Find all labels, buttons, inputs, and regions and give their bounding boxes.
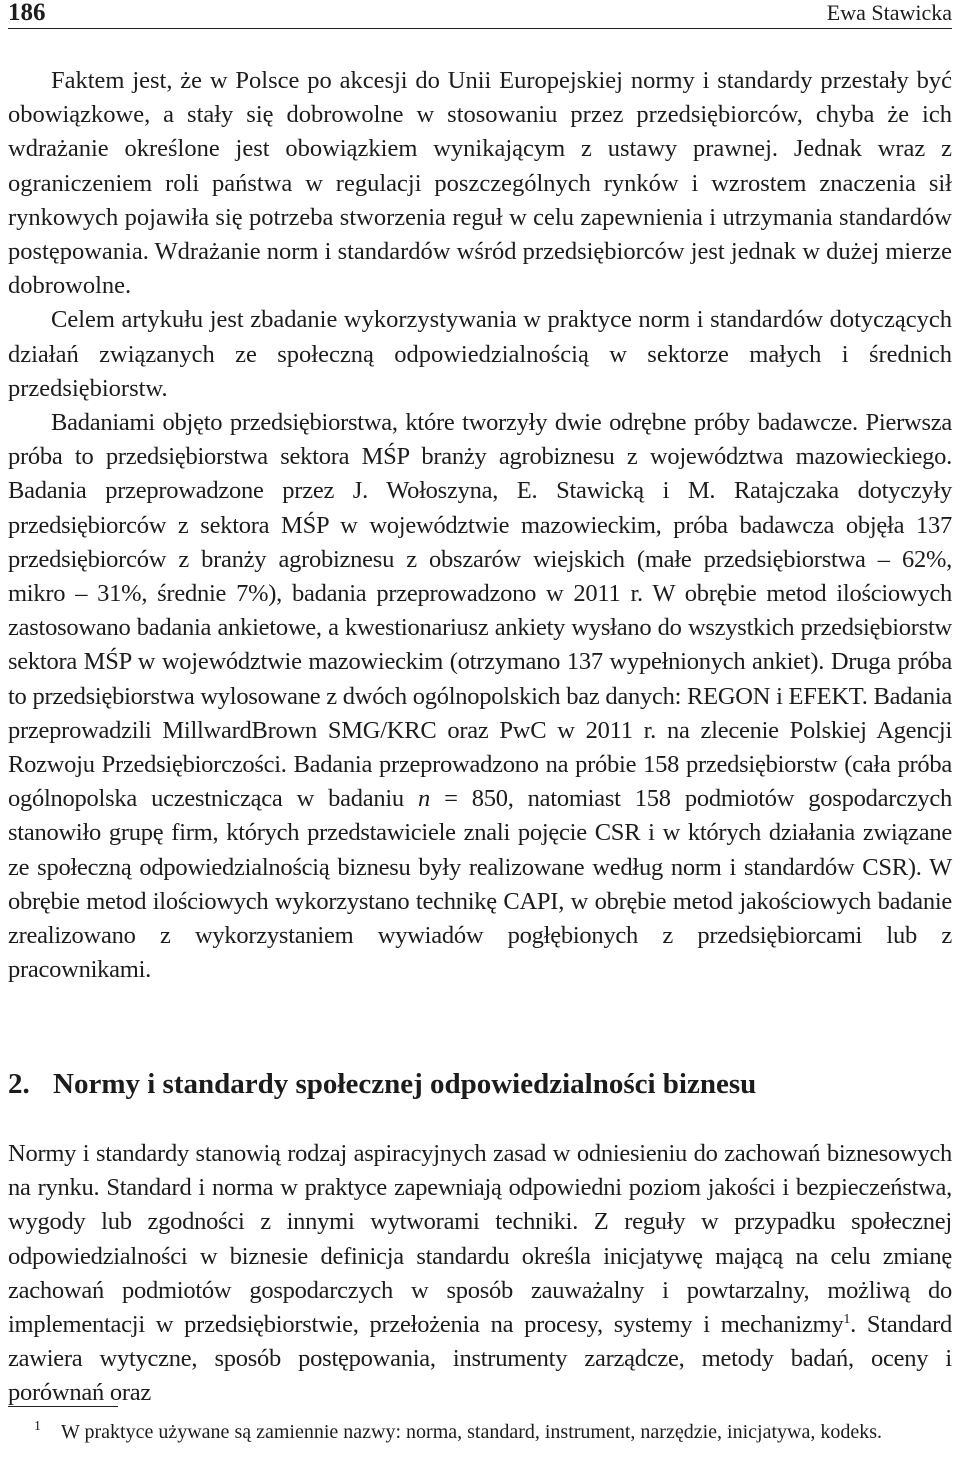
- section-text: [8, 1137, 952, 1411]
- methodology-text-end: = 850, natomiast 158 podmiotów gospodarczych stanowiło grupę firm, których przedstawiciele znali pojęcie CSR i w których działania związane ze społeczną odpowiedzialnością biznesu były realizowane według norm i standardów CSR). W obrębie metod ilościowych wykorzystano technikę CAPI, w obrębie metod jakościowych badanie zrealizowano z wykorzystaniem wywiadów pogłębionych z przedsiębiorcami lub z pracownikami.: [8, 785, 952, 984]
- running-head-author: Ewa Stawicka: [826, 0, 952, 25]
- norms-text-start: Normy i standardy stanowią rodzaj aspiracyjnych zasad w odniesieniu do zachowań biznesowych na rynku. Standard i norma w praktyce zapewniają odpowiedni poziom jakości i bezpieczeństwa, wygody lub zgodności z innymi wytworami techniki. Z reguły w przypadku społecznej odpowiedzialności w biznesie definicja standardu określa inicjatywę mającą na celu zmianę zachowań podmiotów gospodarczych w sposób zauważalny i powtarzalny, możliwą do implementacji w przedsiębiorstwie, przełożenia na procesy, systemy i mechanizmy: [8, 1140, 952, 1339]
- methodology-text-start: Badaniami objęto przedsiębiorstwa, które tworzyły dwie odrębne próby badawcze. Pierwsza próba to przedsiębiorstwa sektora MŚP branży agrobiznesu z województwa mazowieckiego. Badania przeprowadzone przez J. Wołoszyna, E. Stawicką i M. Ratajczaka dotyczyły przedsiębiorców z sektora MŚP w województwie mazowieckim, próba badawcza objęła 137 przedsiębiorców z branży agrobiznesu z obszarów wiejskich (małe przedsiębiorstwa – 62%, mikro – 31%, średnie 7%), badania przeprowadzono w 2011 r. W obrębie metod ilościowych zastosowano badania ankietowe, a kwestionariusz ankiety wysłano do wszystkich przedsiębiorstw sektora MŚP w województwie mazowieckim (otrzymano 137 wypełnionych ankiet). Druga próba to przedsiębiorstwa wylosowane z dwóch ogólnopolskich baz danych: REGON i EFEKT. Badania przeprowadzili MillwardBrown SMG/KRC oraz PwC w 2011 r. na zlecenie Polskiej Agencji Rozwoju Przedsiębiorczości. Badania przeprowadzono na próbie 158 przedsiębiorstw (cała próba ogólnopolska uczestnicząca w badaniu: [8, 409, 952, 813]
- section-number: 2.: [8, 1068, 30, 1100]
- header-rule: [8, 28, 952, 29]
- paragraph-objective: Celem artykułu jest zbadanie wykorzystywania w praktyce norm i standardów dotyczących działań związanych ze społeczną odpowiedzialnością w sektorze małych i średnich przedsiębiorstw.: [8, 306, 952, 402]
- footnotes: [8, 1418, 952, 1446]
- section-title: Normy i standardy społecznej odpowiedzialności biznesu: [53, 1068, 757, 1100]
- footnote-mark: 1: [34, 1419, 41, 1435]
- page-header: [8, 0, 952, 30]
- footnote-reference[interactable]: 1: [843, 1311, 851, 1327]
- intro-text: [8, 64, 952, 987]
- norms-text-end: . Standard zawiera wytyczne, sposób postępowania, instrumenty zarządcze, metody badań, oceny i porównań oraz: [8, 1311, 953, 1407]
- paragraph-norms-standards: [8, 1137, 952, 1411]
- section-heading: [8, 1066, 756, 1102]
- paragraph-methodology: [8, 406, 952, 987]
- footnote-text: W praktyce używane są zamiennie nazwy: norma, standard, instrument, narzędzie, inicjatywa, kodeks.: [61, 1421, 882, 1443]
- sample-size-symbol: n: [418, 785, 430, 813]
- page-number: 186: [8, 0, 46, 26]
- paragraph-context: Faktem jest, że w Polsce po akcesji do Unii Europejskiej normy i standardy przestały być obowiązkowe, a stały się dobrowolne w stosowaniu przez przedsiębiorców, chyba że ich wdrażanie określone jest obowiązkiem wynikającym z ustawy prawnej. Jednak wraz z ograniczeniem roli państwa w regulacji poszczególnych rynków i wzrostem znaczenia sił rynkowych pojawiła się potrzeba stworzenia reguł w celu zapewnienia i utrzymania standardów postępowania. Wdrażanie norm i standardów wśród przedsiębiorców jest jednak w dużej mierze dobrowolne.: [8, 67, 952, 300]
- footnote-rule: [8, 1406, 118, 1407]
- footnote-1: [8, 1418, 952, 1446]
